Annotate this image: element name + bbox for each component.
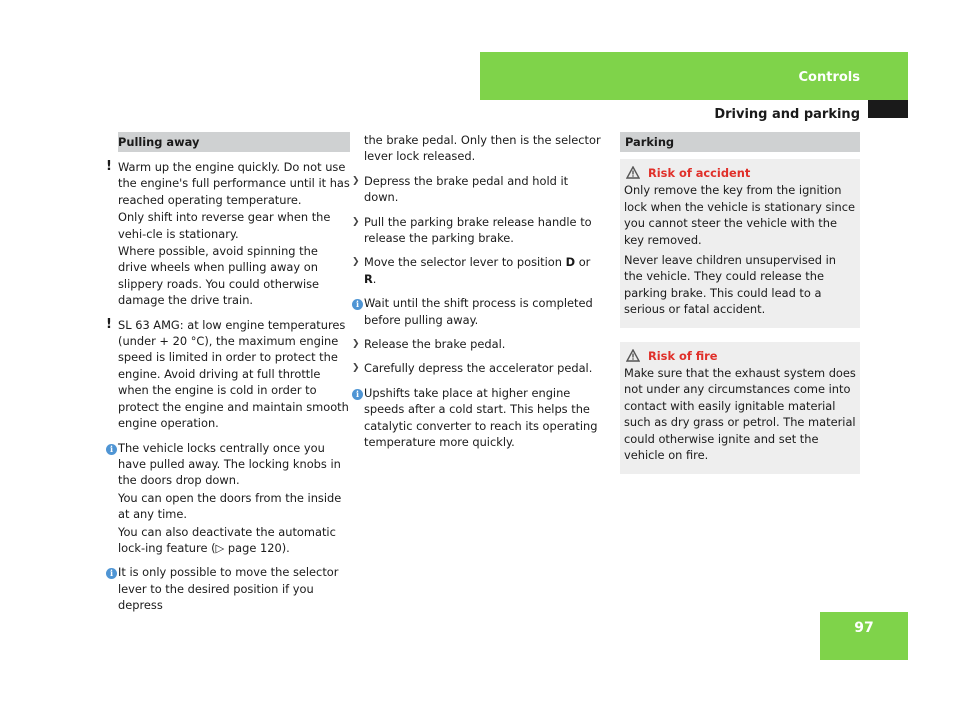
step-item — [352, 214, 606, 247]
paragraph: Where possible, avoid spinning the drive wheels when pulling away on slippery roads. You could otherwise damage the drive train. — [118, 244, 320, 308]
paragraph: You can also deactivate the automatic lock-ing feature (▷ page 120). — [118, 524, 336, 555]
info-text: Upshifts take place at higher engine speeds after a cold start. This helps the catalytic converter to reach its operating temperature more quickly. — [364, 385, 598, 450]
exclamation-icon: ! — [106, 316, 112, 332]
info-icon: i — [106, 440, 116, 456]
caution-note — [106, 316, 350, 432]
paragraph: SL 63 AMG: at low engine temperatures (under + 20 °C), the maximum engine speed is limited in order to protect the engine. Avoid driving at full throttle when the engine is cold in order to protect the engine and maintain smooth engine operation. — [118, 317, 349, 431]
paragraph: You can open the doors from the inside at any time. — [118, 490, 342, 522]
step-text: Carefully depress the accelerator pedal. — [364, 361, 593, 376]
info-note — [109, 564, 350, 613]
step-item — [352, 173, 606, 206]
warning-triangle-icon — [626, 166, 640, 179]
paragraph: Only remove the key from the ignition lock when the vehicle is stationary since you cannot steer the vehicle with the key removed. — [624, 183, 856, 247]
warning-triangle-icon — [626, 349, 640, 362]
info-icon: i — [352, 385, 362, 401]
page-number-box — [820, 612, 908, 660]
info-icon: i — [106, 564, 116, 580]
section-heading-parking: Parking — [620, 132, 860, 152]
paragraph: The vehicle locks centrally once you have pulled away. The locking knobs in the doors drop down. — [118, 440, 341, 488]
warning-box — [620, 159, 860, 328]
step-text: Pull the parking brake release handle to release the parking brake. — [364, 214, 592, 246]
info-note — [355, 385, 606, 451]
paragraph: the brake pedal. Only then is the selector lever lock released. — [364, 133, 601, 164]
arrow-right-icon: ❯ — [352, 339, 360, 350]
info-note — [109, 440, 350, 557]
step-item — [352, 336, 606, 352]
heading-text: Pulling away — [118, 135, 200, 149]
warning-title: Risk of accident — [648, 165, 856, 181]
warning-title: Risk of fire — [648, 348, 856, 364]
caution-note — [106, 159, 350, 309]
info-note — [355, 295, 606, 328]
info-text: Wait until the shift process is completed before pulling away. — [364, 296, 593, 327]
paragraph: Never leave children unsupervised in the vehicle. They could release the parking brake. This could lead to a serious or fatal accident. — [624, 253, 837, 317]
step-text: Depress the brake pedal and hold it down. — [364, 173, 569, 205]
position-d: D — [565, 255, 576, 270]
paragraph: Only shift into reverse gear when the vehi-cle is stationary. — [118, 210, 331, 241]
exclamation-icon: ! — [106, 159, 112, 174]
step-text: Release the brake pedal. — [364, 337, 506, 352]
position-r: R — [364, 271, 373, 286]
warning-box — [620, 342, 860, 474]
arrow-right-icon: ❯ — [352, 257, 360, 268]
paragraph: It is only possible to move the selector lever to the desired position if you depress — [118, 565, 339, 613]
column-pulling-away — [106, 132, 350, 622]
column-parking — [620, 132, 860, 486]
arrow-right-icon: ❯ — [352, 363, 360, 374]
paragraph: Make sure that the exhaust system does not under any circumstances come into contact with easily ignitable material such as dry grass or petrol. The material could otherwise ignite and set the vehicle on fire. — [624, 366, 856, 463]
header-marker — [868, 100, 908, 118]
step-item — [352, 360, 606, 376]
section-heading-pulling-away — [118, 132, 350, 152]
info-icon: i — [352, 295, 362, 311]
running-head: Driving and parking — [714, 107, 860, 122]
paragraph: Warm up the engine quickly. Do not use the engine's full performance until it has reached operating temperature. — [118, 160, 350, 207]
arrow-right-icon: ❯ — [352, 216, 360, 227]
arrow-right-icon: ❯ — [352, 175, 360, 186]
column-pulling-away-continued — [352, 132, 606, 459]
section-tab — [480, 52, 908, 100]
continuation-text — [364, 132, 606, 165]
section-tab-label: Controls — [798, 70, 860, 85]
step-text: Move the selector lever to position D or R. — [364, 255, 591, 286]
page-number: 97 — [854, 620, 874, 636]
step-item — [352, 254, 606, 287]
